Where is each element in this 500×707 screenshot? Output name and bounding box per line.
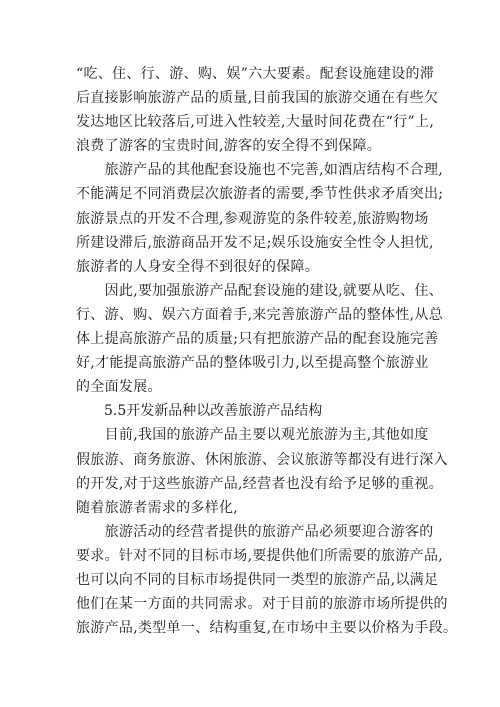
text-line: 后直接影响旅游产品的质量,目前我国的旅游交通在有些欠	[76, 90, 439, 107]
text-line: 浪费了游客的宝贵时间,游客的安全得不到保障。	[76, 138, 382, 155]
text-line: 的开发,对于这些旅游产品,经营者也没有给予足够的重视。	[76, 475, 443, 492]
paragraph-5	[76, 520, 458, 640]
text-line: 发达地区比较落后,可进入性较差,大量时间花费在“行”上,	[76, 114, 435, 131]
text-line: 不能满足不同消费层次旅游者的需要,季节性供求矛盾突出;	[76, 186, 444, 203]
text-line: 因此,要加强旅游产品配套设施的建设,就要从吃、住、	[76, 282, 443, 299]
document-page	[76, 62, 458, 640]
text-line: 随着旅游者需求的多样化,	[76, 499, 239, 516]
text-line: 旅游产品的其他配套设施也不完善,如酒店结构不合理,	[76, 162, 443, 179]
paragraph-1	[76, 62, 439, 158]
paragraph-2	[76, 158, 444, 278]
text-line: 他们在某一方面的共同需求。对于目前的旅游市场所提供的	[76, 596, 448, 613]
text-line: 目前,我国的旅游产品主要以观光旅游为主,其他如度	[76, 427, 429, 444]
text-line: 旅游者的人身安全得不到很好的保障。	[76, 258, 320, 275]
text-line: 旅游景点的开发不合理,参观游览的条件较差,旅游购物场	[76, 210, 429, 227]
paragraph-4	[76, 423, 448, 519]
text-line: 所建设滞后,旅游商品开发不足;娱乐设施安全性令人担忧,	[76, 234, 434, 251]
text-line: 也可以向不同的目标市场提供同一类型的旅游产品,以满足	[76, 571, 439, 588]
paragraph-3	[76, 279, 443, 399]
text-line: 要求。针对不同的目标市场,要提供他们所需要的旅游产品,	[76, 547, 443, 564]
text-line: 旅游活动的经营者提供的旅游产品必须要迎合游客的	[76, 523, 434, 540]
text-line: “吃、住、行、游、购、娱”六大要素。配套设施建设的滞	[76, 66, 435, 82]
text-line: 旅游产品,类型单一、结构重复,在市场中主要以价格为手段。	[76, 620, 458, 637]
text-line: 体上提高旅游产品的质量;只有把旅游产品的配套设施完善	[76, 331, 439, 348]
section-heading: 5.5开发新品种以改善旅游产品结构	[104, 403, 323, 420]
text-line: 好,才能提高旅游产品的整体吸引力,以至提高整个旅游业	[76, 355, 429, 372]
text-line: 行、游、购、娱六方面着手,来完善旅游产品的整体性,从总	[76, 306, 443, 323]
text-line: 假旅游、商务旅游、休闲旅游、会议旅游等都没有进行深入	[76, 451, 448, 468]
text-line: 的全面发展。	[76, 379, 162, 396]
